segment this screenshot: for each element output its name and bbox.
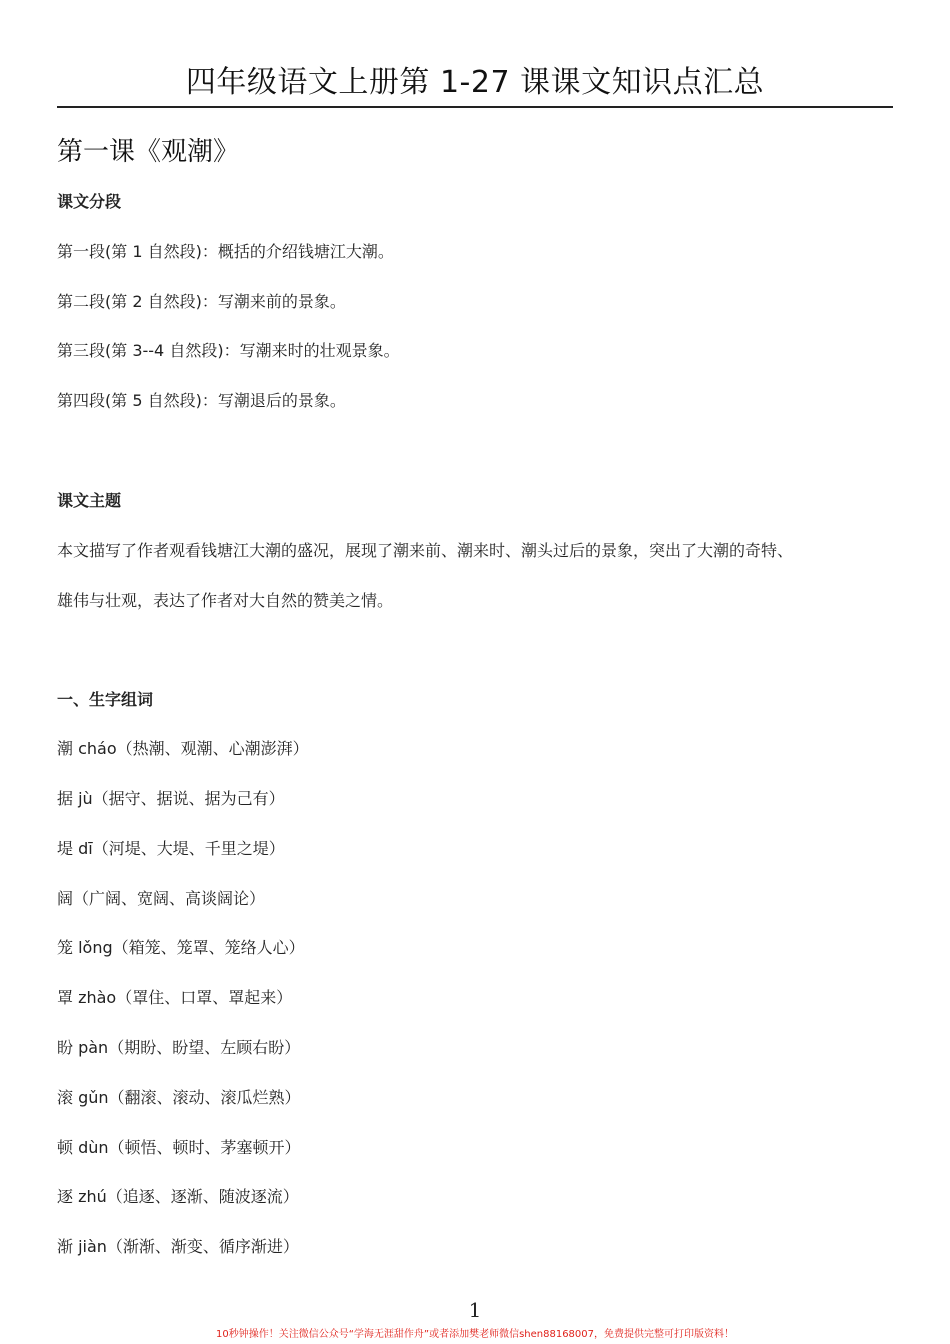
title-divider [57,106,893,108]
word-entry: 笼 lǒng（箱笼、笼罩、笼络人心） [57,938,305,957]
word-entry: 潮 cháo（热潮、观潮、心潮澎湃） [57,739,309,758]
word-entry: 滚 gǔn（翻滚、滚动、滚瓜烂熟） [57,1088,301,1107]
word-entry: 堤 dī（河堤、大堤、千里之堤） [57,839,285,858]
word-entry: 逐 zhú（追逐、逐渐、随波逐流） [57,1187,299,1206]
footer-promo-note: 10秒钟操作！关注微信公众号“学海无涯甜作舟”或者添加樊老师微信shen88168007，免费提供完整可打印版资料！ [215,1329,735,1340]
paragraph-line: 第二段(第 2 自然段)：写潮来前的景象。 [57,292,346,311]
theme-line: 雄伟与壮观，表达了作者对大自然的赞美之情。 [57,591,394,610]
word-entry: 顿 dùn（顿悟、顿时、茅塞顿开） [57,1138,301,1157]
word-entry: 据 jù（据守、据说、据为己有） [57,789,285,808]
paragraph-line: 第三段(第 3--4 自然段)：写潮来时的壮观景象。 [57,341,400,360]
section-heading-theme: 课文主题 [57,491,122,510]
page-number: 1 [468,1298,482,1322]
word-entry: 罩 zhào（罩住、口罩、罩起来） [57,988,293,1007]
section-heading-words: 一、生字组词 [57,690,154,709]
lesson-title: 第一课《观潮》 [57,137,240,167]
document-title: 四年级语文上册第 1-27 课课文知识点汇总 [185,65,765,100]
word-entry: 盼 pàn（期盼、盼望、左顾右盼） [57,1038,301,1057]
word-entry: 阔（广阔、宽阔、高谈阔论） [57,889,266,908]
theme-line: 本文描写了作者观看钱塘江大潮的盛况，展现了潮来前、潮来时、潮头过后的景象，突出了大潮的奇特、 [57,541,794,560]
word-entry: 渐 jiàn（渐渐、渐变、循序渐进） [57,1237,299,1256]
paragraph-line: 第一段(第 1 自然段)：概括的介绍钱塘江大潮。 [57,242,394,261]
paragraph-line: 第四段(第 5 自然段)：写潮退后的景象。 [57,391,346,410]
section-heading-paragraphs: 课文分段 [57,192,122,211]
